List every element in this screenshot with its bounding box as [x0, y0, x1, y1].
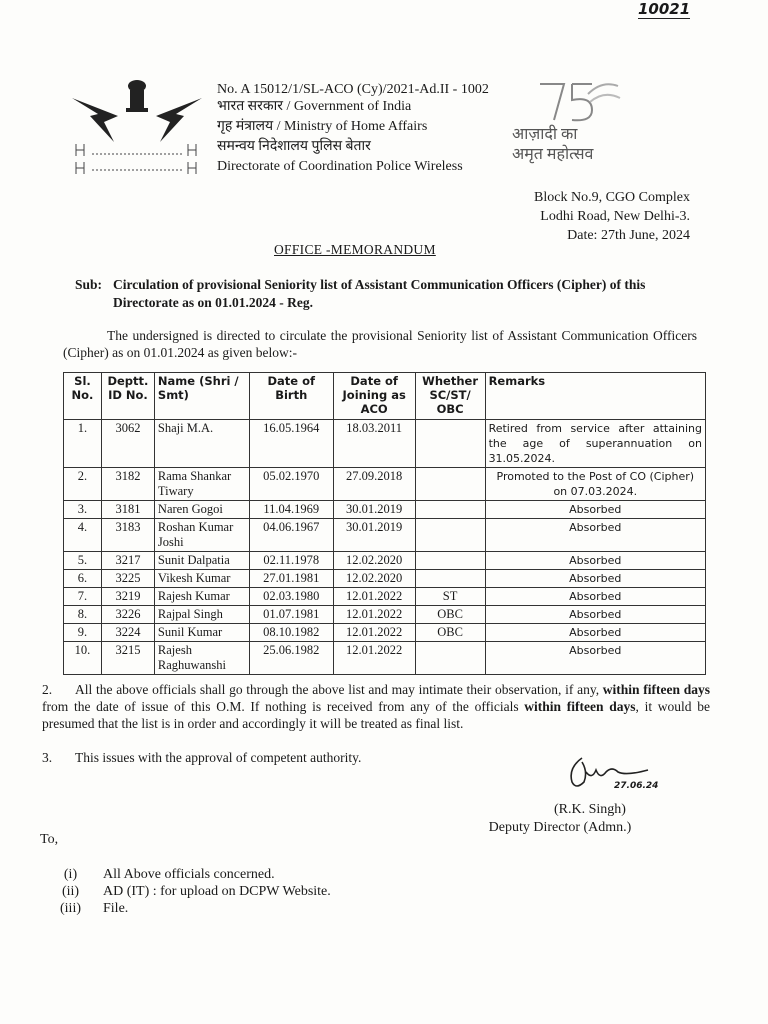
- paragraph-3-text: This issues with the approval of competent authority.: [75, 750, 362, 765]
- cell-remarks: Absorbed: [485, 552, 705, 570]
- cell-date-of-birth: 05.02.1970: [249, 468, 333, 501]
- cell-deptt-id: 3062: [101, 420, 154, 468]
- cell-name: Rama Shankar Tiwary: [154, 468, 249, 501]
- cell-date-of-birth: 01.07.1981: [249, 606, 333, 624]
- paragraph-2-text-1: All the above officials shall go through the above list and may intimate their observation, if any,: [75, 682, 603, 697]
- signature-date: 27.06.24: [614, 781, 659, 791]
- paragraph-2-number: 2.: [42, 682, 53, 697]
- column-header-date-of-joining: Date of Joining as ACO: [333, 373, 415, 420]
- cell-date-of-joining: 12.01.2022: [333, 606, 415, 624]
- cell-category: [415, 519, 485, 552]
- subject-line-1: Circulation of provisional Seniority list of Assistant Communication Officers (Cipher) of this: [113, 277, 646, 292]
- azadi-number: [510, 74, 511, 75]
- cell-category: OBC: [415, 606, 485, 624]
- cell-sl-no: 10.: [64, 642, 102, 675]
- signatory-name: (R.K. Singh): [554, 802, 626, 817]
- paragraph-2-text-2: from the date of issue of this O.M. If nothing is received from any of the officials: [42, 699, 525, 714]
- table-row: [64, 606, 706, 624]
- cell-name: Sunit Dalpatia: [154, 552, 249, 570]
- ministry-name: गृह मंत्रालय / Ministry of Home Affairs: [217, 119, 428, 134]
- paragraph-2-bold-1: within fifteen days: [602, 682, 710, 697]
- cell-deptt-id: 3225: [101, 570, 154, 588]
- cell-date-of-birth: 02.11.1978: [249, 552, 333, 570]
- cell-name: Roshan Kumar Joshi: [154, 519, 249, 552]
- cell-category: [415, 420, 485, 468]
- cell-category: ST: [415, 588, 485, 606]
- signatory-designation: Deputy Director (Admn.): [488, 820, 632, 835]
- directorate-hindi: समन्वय निदेशालय पुलिस बेतार: [217, 139, 371, 154]
- cell-sl-no: 1.: [64, 420, 102, 468]
- cell-sl-no: 5.: [64, 552, 102, 570]
- azadi-line-1: आज़ादी का: [512, 126, 578, 143]
- cell-date-of-joining: 12.01.2022: [333, 642, 415, 675]
- cell-remarks: Absorbed: [485, 624, 705, 642]
- cell-remarks: Absorbed: [485, 519, 705, 552]
- file-number: No. A 15012/1/SL-ACO (Cy)/2021-Ad.II - 1002: [217, 82, 489, 97]
- cell-remarks: Retired from service after attaining the age of superannuation on 31.05.2024.: [485, 420, 705, 468]
- cell-date-of-birth: 16.05.1964: [249, 420, 333, 468]
- cell-name: Rajpal Singh: [154, 606, 249, 624]
- cell-date-of-joining: 12.01.2022: [333, 588, 415, 606]
- cell-deptt-id: 3226: [101, 606, 154, 624]
- cell-name: Naren Gogoi: [154, 501, 249, 519]
- cell-sl-no: 4.: [64, 519, 102, 552]
- table-row: [64, 468, 706, 501]
- cell-deptt-id: 3182: [101, 468, 154, 501]
- cell-remarks: Absorbed: [485, 642, 705, 675]
- cell-deptt-id: 3219: [101, 588, 154, 606]
- azadi-line-2: अमृत महोत्सव: [512, 146, 594, 163]
- cell-sl-no: 2.: [64, 468, 102, 501]
- subject: [75, 276, 720, 312]
- cell-category: [415, 570, 485, 588]
- address-line-2: Lodhi Road, New Delhi-3.: [540, 209, 690, 224]
- cell-date-of-birth: 08.10.1982: [249, 624, 333, 642]
- table-row: [64, 519, 706, 552]
- cell-category: OBC: [415, 624, 485, 642]
- table-row: [64, 501, 706, 519]
- list-item: (iii) File.: [60, 901, 129, 916]
- cell-deptt-id: 3224: [101, 624, 154, 642]
- list-item: (ii) AD (IT) : for upload on DCPW Website.: [61, 884, 331, 899]
- cell-name: Rajesh Raghuwanshi: [154, 642, 249, 675]
- cell-name: Shaji M.A.: [154, 420, 249, 468]
- table-row: [64, 642, 706, 675]
- cell-remarks: Absorbed: [485, 570, 705, 588]
- seniority-table: [63, 372, 706, 675]
- dcpw-logo: [62, 70, 212, 180]
- address-line-1: Block No.9, CGO Complex: [534, 190, 690, 205]
- cell-sl-no: 9.: [64, 624, 102, 642]
- cell-remarks: Absorbed: [485, 588, 705, 606]
- cell-date-of-joining: 12.01.2022: [333, 624, 415, 642]
- cell-remarks: Absorbed: [485, 501, 705, 519]
- cell-date-of-birth: 02.03.1980: [249, 588, 333, 606]
- intro-paragraph: The undersigned is directed to circulate the provisional Seniority list of Assistant Communication Officers (Cipher) as on 01.01.2024 as given below:-: [63, 328, 697, 360]
- table-row: [64, 570, 706, 588]
- cell-date-of-birth: 04.06.1967: [249, 519, 333, 552]
- column-header-date-of-birth: Date of Birth: [249, 373, 333, 420]
- paragraph-2: [42, 681, 710, 732]
- cell-category: [415, 501, 485, 519]
- cell-deptt-id: 3181: [101, 501, 154, 519]
- cell-date-of-birth: 27.01.1981: [249, 570, 333, 588]
- cell-date-of-joining: 30.01.2019: [333, 519, 415, 552]
- table-row: [64, 420, 706, 468]
- paragraph-2-bold-2: within fifteen days: [524, 699, 636, 714]
- cell-date-of-joining: 27.09.2018: [333, 468, 415, 501]
- subject-label: Sub:: [75, 277, 103, 292]
- cell-name: Rajesh Kumar: [154, 588, 249, 606]
- memo-title: OFFICE -MEMORANDUM: [274, 242, 436, 257]
- cell-remarks: Absorbed: [485, 606, 705, 624]
- cell-name: Sunil Kumar: [154, 624, 249, 642]
- column-header-remarks: Remarks: [485, 373, 705, 420]
- cell-date-of-birth: 11.04.1969: [249, 501, 333, 519]
- cell-category: [415, 642, 485, 675]
- cell-date-of-joining: 12.02.2020: [333, 570, 415, 588]
- paragraph-3: [42, 749, 642, 766]
- column-header-sl-no: Sl. No.: [64, 373, 102, 420]
- cell-sl-no: 7.: [64, 588, 102, 606]
- column-header-category: Whether SC/ST/ OBC: [415, 373, 485, 420]
- column-header-deptt-id: Deptt. ID No.: [101, 373, 154, 420]
- table-row: [64, 624, 706, 642]
- cell-sl-no: 3.: [64, 501, 102, 519]
- government-of-india: भारत सरकार / Government of India: [217, 99, 412, 114]
- subject-line-2: Directorate as on 01.01.2024 - Reg.: [113, 295, 313, 310]
- directorate-name: Directorate of Coordination Police Wireless: [217, 159, 463, 174]
- cell-date-of-joining: 18.03.2011: [333, 420, 415, 468]
- cell-remarks: Promoted to the Post of CO (Cipher) on 07.03.2024.: [485, 468, 705, 501]
- cell-category: [415, 552, 485, 570]
- table-header-row: [64, 373, 706, 420]
- cell-date-of-joining: 30.01.2019: [333, 501, 415, 519]
- cell-deptt-id: 3215: [101, 642, 154, 675]
- table-row: [64, 552, 706, 570]
- cell-category: [415, 468, 485, 501]
- cell-name: Vikesh Kumar: [154, 570, 249, 588]
- table-row: [64, 588, 706, 606]
- handwritten-reference-number: 10021: [638, 0, 691, 18]
- signature-scribble: [560, 752, 680, 798]
- cell-deptt-id: 3183: [101, 519, 154, 552]
- paragraph-2-text-3: , it would be presumed that the list is in order and accordingly it will be treated as final list.: [42, 699, 710, 731]
- list-item: (i) All Above officials concerned.: [63, 867, 275, 882]
- to-label: To,: [40, 832, 59, 847]
- cell-date-of-birth: 25.06.1982: [249, 642, 333, 675]
- recipient-list: [38, 866, 538, 917]
- cell-date-of-joining: 12.02.2020: [333, 552, 415, 570]
- memo-date: Date: 27th June, 2024: [567, 228, 690, 243]
- azadi-ka-amrit-mahotsav-logo: [510, 74, 630, 170]
- column-header-name: Name (Shri / Smt): [154, 373, 249, 420]
- cell-sl-no: 8.: [64, 606, 102, 624]
- cell-deptt-id: 3217: [101, 552, 154, 570]
- paragraph-3-number: 3.: [42, 750, 53, 765]
- cell-sl-no: 6.: [64, 570, 102, 588]
